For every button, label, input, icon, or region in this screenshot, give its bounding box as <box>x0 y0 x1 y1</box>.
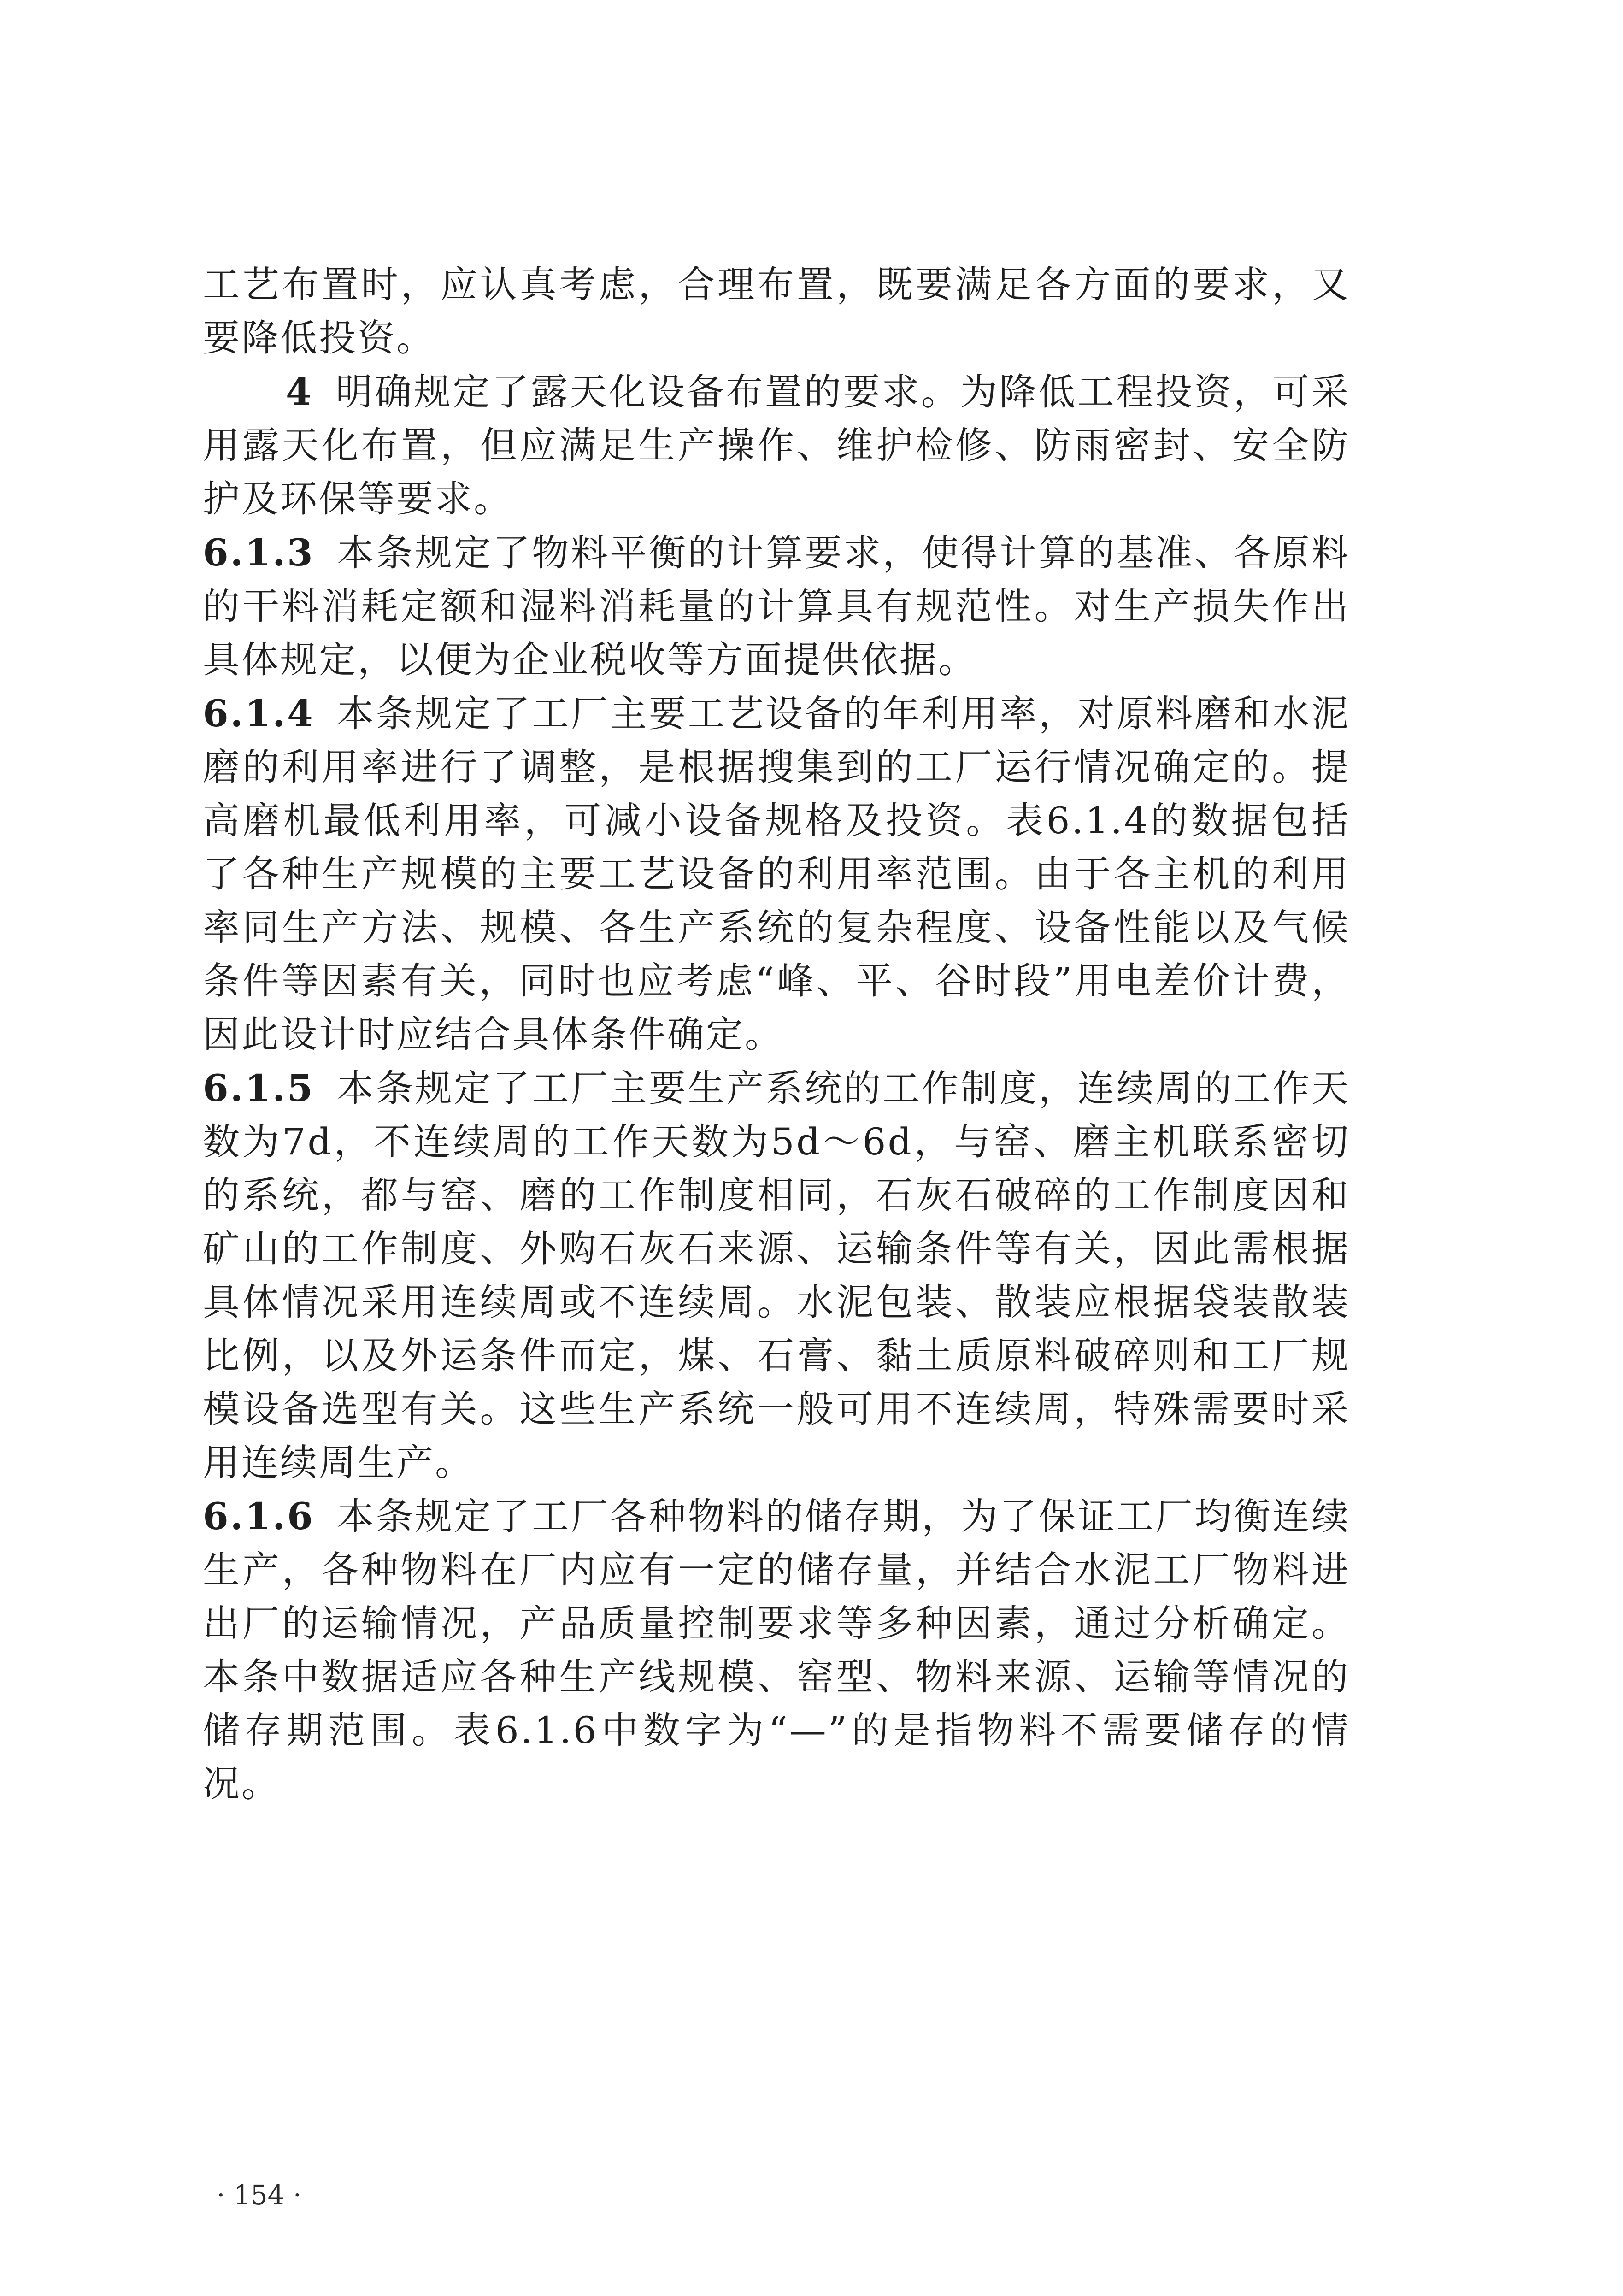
section-number: 6.1.6 <box>203 1495 315 1538</box>
page-number: · 154 · <box>217 2179 302 2211</box>
paragraph-text: 本条规定了工厂各种物料的储存期，为了保证工厂均衡连续生产，各种物料在厂内应有一定的储存量，并结合水泥工厂物料进出厂的运输情况，产品质量控制要求等多种因素，通过分析确定。本条中数据适应各种生产线规模、窑型、物料来源、运输等情况的储存期范围。表6.1.6中数字为“—”的是指物料不需要储存的情况。 <box>203 1495 1350 1805</box>
item-number: 4 <box>286 370 313 413</box>
section-6-1-4-paragraph <box>203 687 1350 1061</box>
paragraph-text: 明确规定了露天化设备布置的要求。为降低工程投资，可采用露天化布置，但应满足生产操作、维护检修、防雨密封、安全防护及环保等要求。 <box>203 371 1350 520</box>
paragraph-text: 工艺布置时，应认真考虑，合理布置，既要满足各方面的要求，又要降低投资。 <box>203 263 1350 359</box>
section-6-1-5-paragraph <box>203 1061 1350 1489</box>
continuation-paragraph <box>203 258 1350 365</box>
item-4-paragraph <box>203 365 1350 526</box>
section-number: 6.1.3 <box>203 531 315 574</box>
paragraph-text: 本条规定了物料平衡的计算要求，使得计算的基准、各原料的干料消耗定额和湿料消耗量的计算具有规范性。对生产损失作出具体规定，以便为企业税收等方面提供依据。 <box>203 531 1350 681</box>
section-6-1-6-paragraph <box>203 1489 1350 1811</box>
paragraph-text: 本条规定了工厂主要生产系统的工作制度，连续周的工作天数为7d，不连续周的工作天数为5d～6d，与窑、磨主机联系密切的系统，都与窑、磨的工作制度相同，石灰石破碎的工作制度因和矿山的工作制度、外购石灰石来源、运输条件等有关，因此需根据具体情况采用连续周或不连续周。水泥包装、散装应根据袋装散装比例，以及外运条件而定，煤、石膏、黏土质原料破碎则和工厂规模设备选型有关。这些生产系统一般可用不连续周，特殊需要时采用连续周生产。 <box>203 1067 1350 1484</box>
section-6-1-3-paragraph <box>203 526 1350 687</box>
body-text <box>203 258 1350 1811</box>
section-number: 6.1.5 <box>203 1066 315 1110</box>
section-number: 6.1.4 <box>203 692 315 735</box>
paragraph-text: 本条规定了工厂主要工艺设备的年利用率，对原料磨和水泥磨的利用率进行了调整，是根据搜集到的工厂运行情况确定的。提高磨机最低利用率，可减小设备规格及投资。表6.1.4的数据包括了各种生产规模的主要工艺设备的利用率范围。由于各主机的利用率同生产方法、规模、各生产系统的复杂程度、设备性能以及气候条件等因素有关，同时也应考虑“峰、平、谷时段”用电差价计费，因此设计时应结合具体条件确定。 <box>203 692 1350 1056</box>
